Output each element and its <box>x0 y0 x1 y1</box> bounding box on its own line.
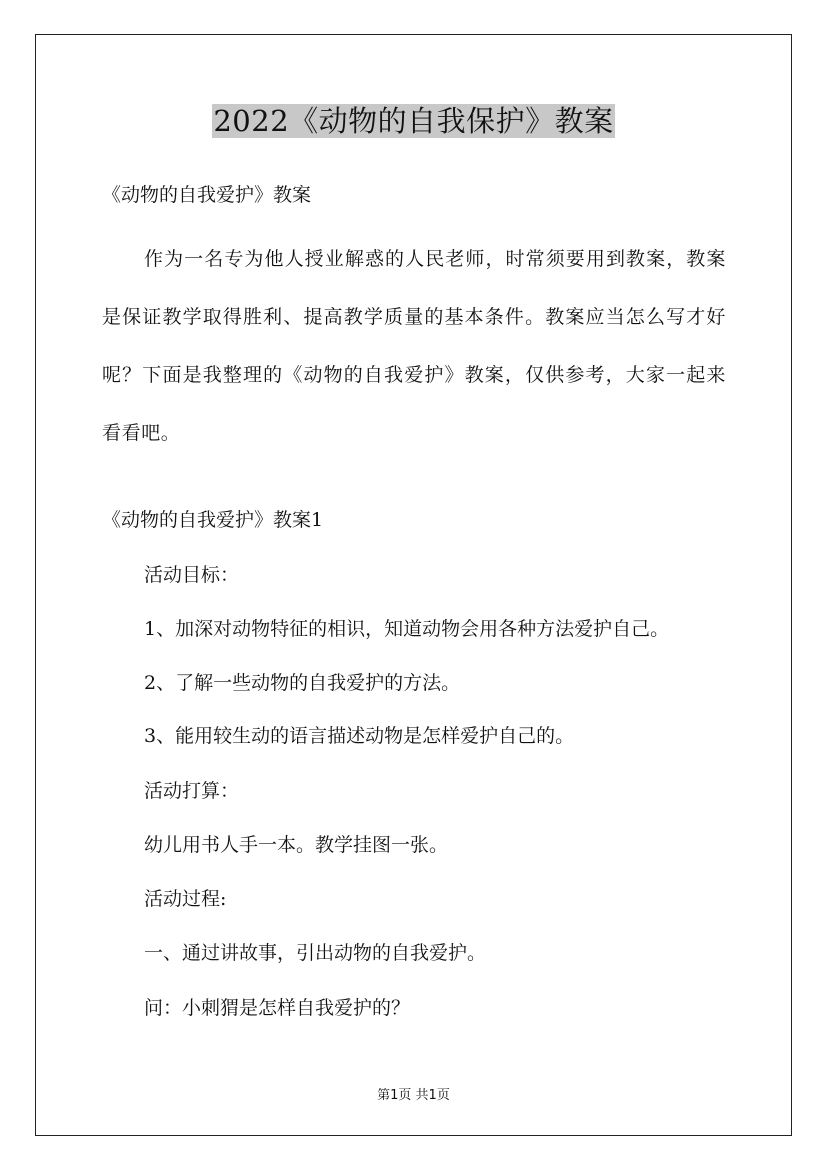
paragraph-goal-1: 1、加深对动物特征的相识，知道动物会用各种方法爱护自己。 <box>144 618 670 640</box>
intro-paragraph: 作为一名专为他人授业解惑的人民老师，时常须要用到教案，教案是保证教学取得胜利、提高教学质量的基本条件。教案应当怎么写才好呢？下面是我整理的《动物的自我爱护》教案，仅供参考，大家一起来看看吧。 <box>102 248 726 444</box>
page-footer: 第1页 共1页 <box>377 1088 450 1103</box>
paragraph-goal-2: 2、了解一些动物的自我爱护的方法。 <box>144 672 461 694</box>
document-title-wrapper <box>0 101 827 141</box>
paragraph-prep-content: 幼儿用书人手一本。教学挂图一张。 <box>144 834 449 856</box>
paragraph-goal-3: 3、能用较生动的语言描述动物是怎样爱护自己的。 <box>144 725 575 747</box>
subtitle: 《动物的自我爱护》教案 <box>102 184 312 206</box>
paragraph-process-heading: 活动过程: <box>144 888 227 910</box>
paragraph-process-step-1: 一、通过讲故事，引出动物的自我爱护。 <box>144 942 487 964</box>
paragraph-prep-heading: 活动打算： <box>144 780 240 802</box>
paragraph-question: 问：小刺猬是怎样自我爱护的？ <box>144 997 411 1019</box>
document-title: 2022《动物的自我保护》教案 <box>213 104 614 138</box>
paragraph-goals-heading: 活动目标： <box>144 564 240 586</box>
section-title: 《动物的自我爱护》教案1 <box>102 509 324 531</box>
